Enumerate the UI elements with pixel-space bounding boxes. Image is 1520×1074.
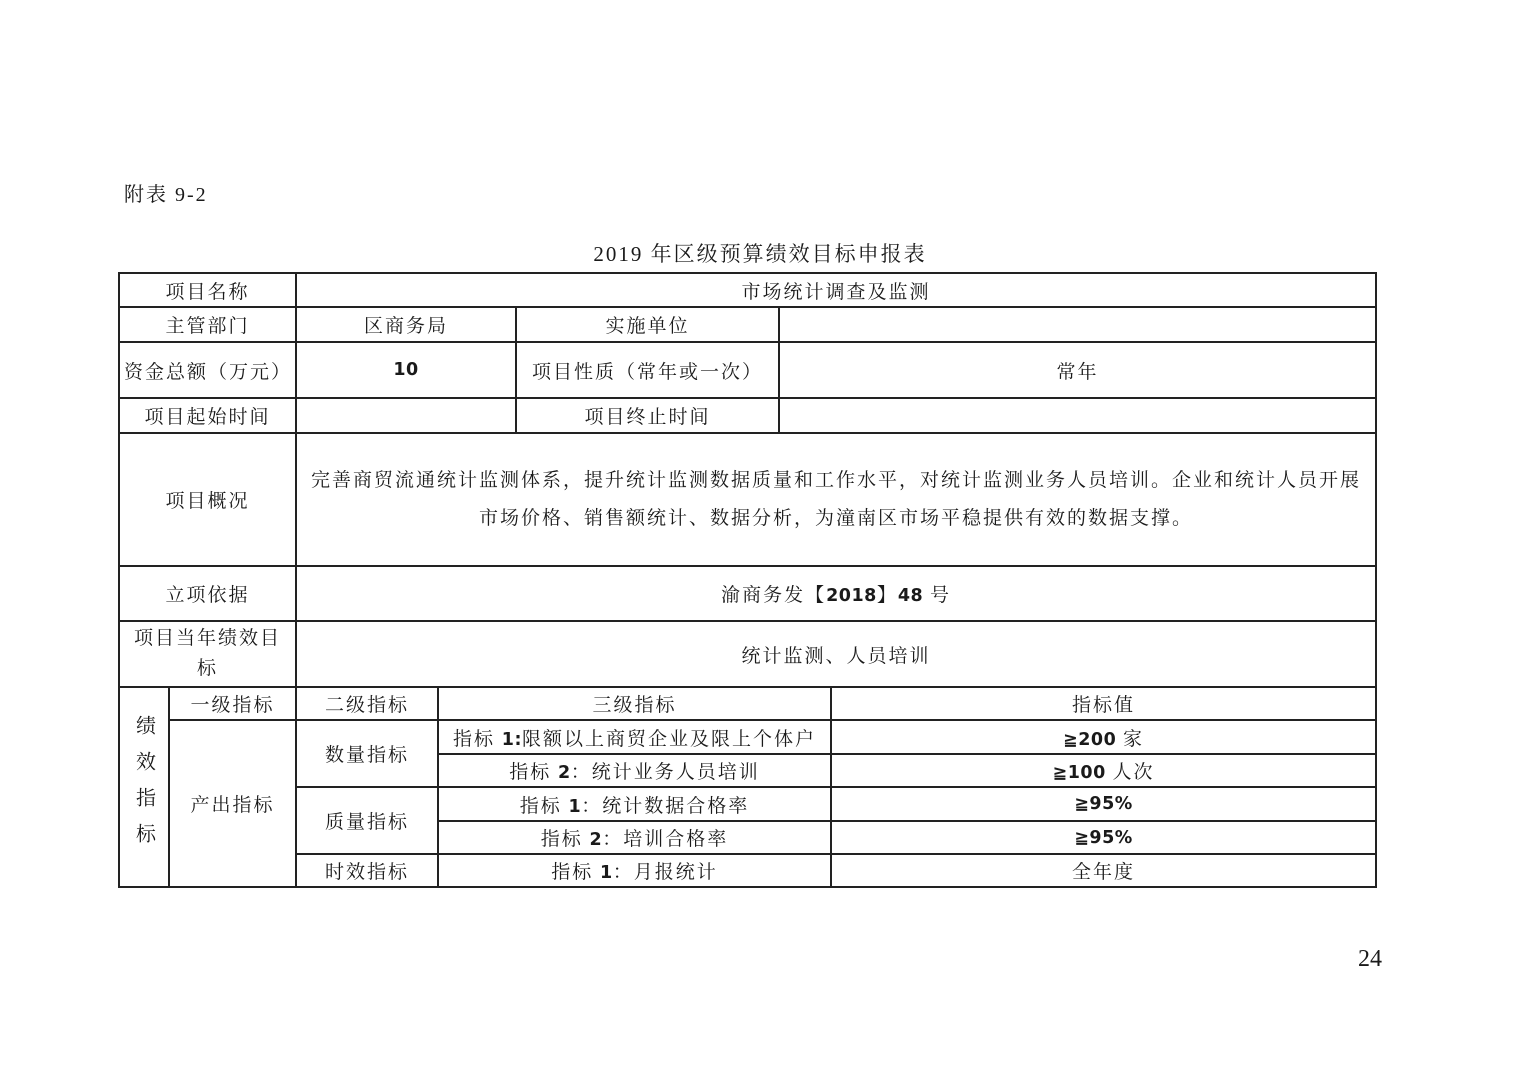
annex-label: 附表 9-2 bbox=[124, 184, 208, 206]
row-dates bbox=[119, 398, 1376, 433]
level2-quantity: 数量指标 bbox=[296, 720, 438, 787]
indicator-value: 全年度 bbox=[831, 854, 1376, 887]
annual-goal-label: 项目当年绩效目标 bbox=[119, 621, 296, 687]
dept-label: 主管部门 bbox=[119, 307, 296, 342]
indicator-section-label bbox=[119, 687, 169, 887]
level3-indicator: 指标 2：统计业务人员培训 bbox=[438, 754, 831, 787]
row-annual-goal bbox=[119, 621, 1376, 687]
level3-indicator: 指标 1:限额以上商贸企业及限上个体户 bbox=[438, 720, 831, 754]
row-basis bbox=[119, 566, 1376, 621]
row-department bbox=[119, 307, 1376, 342]
indicator-row bbox=[119, 854, 1376, 887]
basis-label: 立项依据 bbox=[119, 566, 296, 621]
row-project-name bbox=[119, 273, 1376, 307]
end-time-value bbox=[779, 398, 1376, 433]
level3-indicator: 指标 1：月报统计 bbox=[438, 854, 831, 887]
level3-indicator: 指标 2：培训合格率 bbox=[438, 821, 831, 854]
start-time-value bbox=[296, 398, 516, 433]
row-funding bbox=[119, 342, 1376, 398]
row-indicator-headers bbox=[119, 687, 1376, 720]
header-value: 指标值 bbox=[831, 687, 1376, 720]
page-number: 24 bbox=[1358, 946, 1382, 972]
impl-unit-value bbox=[779, 307, 1376, 342]
application-form-table bbox=[118, 272, 1377, 888]
indicator-row bbox=[119, 787, 1376, 821]
level2-quality: 质量指标 bbox=[296, 787, 438, 854]
header-level2: 二级指标 bbox=[296, 687, 438, 720]
dept-value: 区商务局 bbox=[296, 307, 516, 342]
indicator-value: ≧200 家 bbox=[831, 720, 1376, 754]
header-level3: 三级指标 bbox=[438, 687, 831, 720]
impl-unit-label: 实施单位 bbox=[516, 307, 779, 342]
basis-value: 渝商务发【2018】48 号 bbox=[296, 566, 1376, 621]
nature-value: 常年 bbox=[779, 342, 1376, 398]
total-fund-value: 10 bbox=[296, 342, 516, 398]
indicator-value: ≧95% bbox=[831, 821, 1376, 854]
indicator-row bbox=[119, 720, 1376, 754]
start-time-label: 项目起始时间 bbox=[119, 398, 296, 433]
annual-goal-value: 统计监测、人员培训 bbox=[296, 621, 1376, 687]
nature-label: 项目性质（常年或一次） bbox=[516, 342, 779, 398]
end-time-label: 项目终止时间 bbox=[516, 398, 779, 433]
row-overview bbox=[119, 433, 1376, 566]
total-fund-label: 资金总额（万元） bbox=[119, 342, 296, 398]
level3-indicator: 指标 1：统计数据合格率 bbox=[438, 787, 831, 821]
level1-value: 产出指标 bbox=[169, 720, 296, 887]
page-title: 2019 年区级预算绩效目标申报表 bbox=[593, 242, 927, 266]
indicator-section-label-text: 绩效指标 bbox=[132, 715, 155, 859]
overview-value: 完善商贸流通统计监测体系，提升统计监测数据质量和工作水平，对统计监测业务人员培训。企业和统计人员开展市场价格、销售额统计、数据分析，为潼南区市场平稳提供有效的数据支撑。 bbox=[296, 433, 1376, 566]
project-name-label: 项目名称 bbox=[119, 273, 296, 307]
indicator-value: ≧100 人次 bbox=[831, 754, 1376, 787]
header-level1: 一级指标 bbox=[169, 687, 296, 720]
level2-timeliness: 时效指标 bbox=[296, 854, 438, 887]
project-name-value: 市场统计调查及监测 bbox=[296, 273, 1376, 307]
overview-label: 项目概况 bbox=[119, 433, 296, 566]
indicator-value: ≧95% bbox=[831, 787, 1376, 821]
